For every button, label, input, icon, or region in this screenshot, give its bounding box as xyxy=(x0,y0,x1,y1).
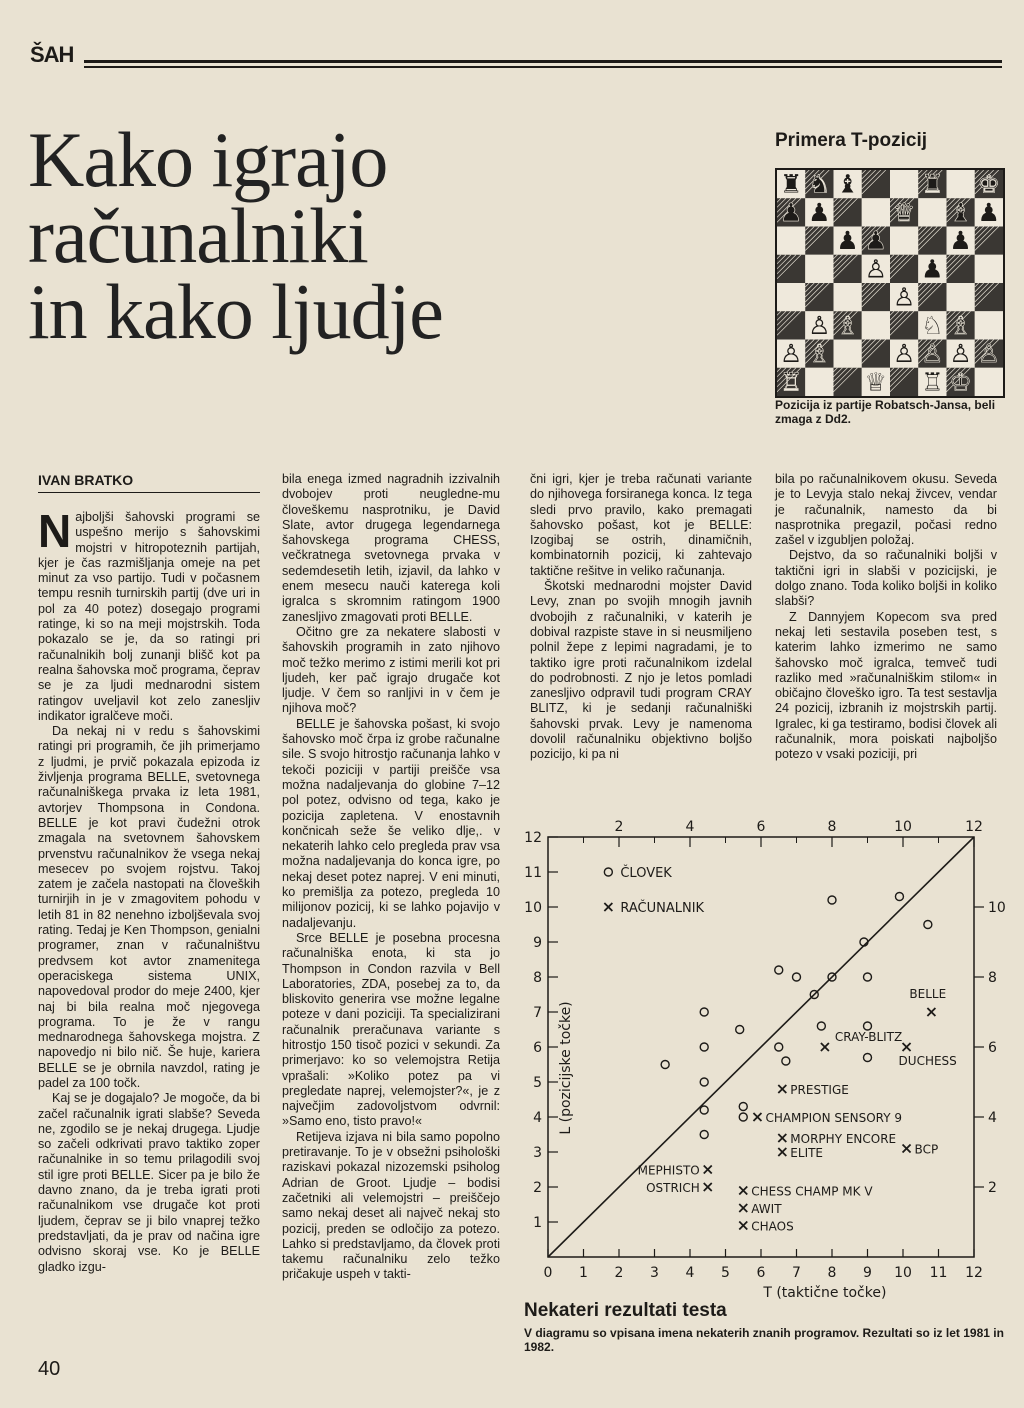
human-point xyxy=(864,973,872,981)
paragraph: bila po računalnikovem okusu. Seveda je to Levyja stalo nekaj živcev, vendar je računalnik, namesto da bi nasprotnika pregazil, počasi redno zašel v izgubljen položaj. xyxy=(775,472,997,548)
chess-piece: ♟ xyxy=(921,254,944,284)
y-tick-label: 10 xyxy=(524,900,542,916)
human-point xyxy=(700,1106,708,1114)
chess-piece: ♟ xyxy=(977,197,1001,227)
board-square xyxy=(975,255,1003,283)
program-point xyxy=(739,1187,747,1195)
chess-piece: ♙ xyxy=(779,339,803,369)
chart-title: Nekateri rezultati testa xyxy=(524,1300,727,1321)
x-tick-label: 0 xyxy=(543,1265,553,1281)
program-point xyxy=(903,1145,911,1153)
chess-piece: ♛ xyxy=(892,197,916,227)
board-square xyxy=(890,255,918,283)
x-tick-label: 7 xyxy=(792,1265,801,1281)
text-column-1 xyxy=(38,505,260,1275)
chess-piece: ♗ xyxy=(808,339,831,369)
program-point xyxy=(739,1222,747,1230)
x-tick-label: 8 xyxy=(827,1265,837,1281)
x-tick-label: 12 xyxy=(965,1265,983,1281)
chess-piece: ♗ xyxy=(949,310,972,340)
board-square xyxy=(805,368,833,396)
title-line-1: Kako igrajo xyxy=(28,116,388,203)
paragraph: BELLE je šahovska pošast, ki svojo šahovsko moč črpa iz grobe računalne sile. S svojo hitrostjo računanja lahko v tekoči poziciji v partiji preišče vsa možna nadaljevanja do globine 7–12 pol potez, odvisno od tega, kako je pozicija zapletena. V enostavnih končnicah seže še veliko dlje,. v nekaterih lahko celo pregleda prav vsa možna nadaljevanja do konca igre, po nekaj deset potez naprej. V eni minuti, ko premišlja za potezo, pregleda 10 milijonov pozicij, ki se lahko pojavijo v nadaljevanju. xyxy=(282,716,500,930)
title-line-2: računalniki xyxy=(28,192,368,279)
board-square xyxy=(890,170,918,198)
text-column-3 xyxy=(530,472,752,763)
program-label: MORPHY ENCORE xyxy=(790,1132,897,1146)
paragraph: Očitno gre za nekatere slabosti v šahovskih programih in zato njihovo moč težko merimo z istimi merili kot pri ljudeh, ker pač igrajo drugače kot ljudje. V čem so ranljivi in v čem je njihova moč? xyxy=(282,624,500,716)
board-square xyxy=(975,283,1003,311)
chess-piece: ♖ xyxy=(779,367,803,396)
program-label: CHESS CHAMP MK V xyxy=(751,1184,873,1199)
board-square xyxy=(834,283,862,311)
y-tick-label: 5 xyxy=(533,1075,542,1091)
program-label: OSTRICH xyxy=(646,1181,700,1195)
chart-caption: V diagramu so vpisana imena nekaterih znanih programov. Rezultati so iz let 1981 in 1982. xyxy=(524,1326,1004,1354)
chess-piece: ♝ xyxy=(836,170,859,199)
chess-piece: ♙ xyxy=(921,339,944,369)
human-point xyxy=(793,973,801,981)
human-point xyxy=(895,893,903,901)
chess-piece: ♙ xyxy=(949,339,972,369)
human-point xyxy=(775,966,783,974)
paragraph: Da nekaj ni v redu s šahovskimi ratingi pri programih, če jih primerjamo z ljudmi, je prvič pokazala epizoda iz življenja programa BELLE, svetovnega računalniškega prvaka iz leta 1981, avtorjev Thompsona in Condona. BELLE je kot pravi čudežni otrok zmagala na svetovnem šahovskem prvenstvu računalnikov že vsega nekaj mesecev po svojem rojstvu. Takoj zatem je začela nastopati na človeških turnirjih in je v zmagovitem pohodu v letih 81 in 82 nenehno izboljševala svoj rating. Tedaj je Ken Thompson, genialni programer, znan v računalništvu predvsem kot avtor znamenitega operaciskega sistema UNIX, napovedoval prodor do meje 2400, kjer naj bi bila realna moč njegovega programa. To je že v rangu mednarodnega šahovskega mojstra. Z napovedjo ni bilo nič. Še huje, kariera BELLE se je obrnila navzdol, rating je padel za 100 točk. xyxy=(38,724,260,1090)
chess-piece: ♟ xyxy=(808,197,831,227)
legend-human-marker xyxy=(604,868,612,876)
chess-piece: ♗ xyxy=(836,310,859,340)
program-label: CHAMPION SENSORY 9 xyxy=(765,1111,903,1125)
board-square xyxy=(805,255,833,283)
chess-piece: ♟ xyxy=(779,197,803,227)
board-square xyxy=(947,283,975,311)
chess-piece: ♔ xyxy=(949,367,972,396)
human-point xyxy=(700,1008,708,1016)
human-point xyxy=(864,1022,872,1030)
human-point xyxy=(817,1022,825,1030)
y-tick-label: 2 xyxy=(533,1180,542,1196)
board-square xyxy=(975,368,1003,396)
board-square xyxy=(918,198,946,226)
x-tick-label: 11 xyxy=(929,1265,948,1281)
program-label: AWIT xyxy=(751,1202,782,1216)
article-title xyxy=(28,116,548,355)
x-top-tick-label: 2 xyxy=(614,819,624,835)
x-top-tick-label: 6 xyxy=(756,819,766,835)
board-square xyxy=(918,227,946,255)
chess-piece: ♙ xyxy=(892,282,916,312)
program-label: BCP xyxy=(914,1142,939,1157)
x-tick-label: 3 xyxy=(650,1265,659,1281)
x-tick-label: 2 xyxy=(614,1265,624,1281)
board-square xyxy=(862,340,890,368)
program-label: CHAOS xyxy=(751,1219,794,1234)
board-square xyxy=(947,170,975,198)
paragraph: Škotski mednarodni mojster David Levy, znan po svojih mnogih javnih dvobojih z računalniki, v katerih je dobival razpiste stave in si neusmiljeno polnil žepe z lepimi nagradami, je to taktiko igre proti računalnikom izdelal do podrobnosti. Z njo je letos pomladi zanesljivo odpravil tudi program CRAY BLITZ, ki je sedanji računalniški šahovski prvak. Levy je namenoma dovolil računalniku objektivno boljšo pozicijo, ki pa ni xyxy=(530,579,752,762)
paragraph: Dejstvo, da so računalniki boljši v taktični igri in slabši v pozicijski, je dolgo znano. Toda koliko boljši in koliko slabši? xyxy=(775,548,997,609)
legend-program-marker xyxy=(604,903,612,911)
board-square xyxy=(862,283,890,311)
program-label: BELLE xyxy=(909,987,947,1001)
chess-piece: ♟ xyxy=(836,226,859,256)
board-square xyxy=(777,311,805,339)
paragraph: Retijeva izjava ni bila samo popolno pretiravanje. To je v obsežni psihološki raziskavi pokazal nizozemski psiholog Adrian de Groot. Ljudje – bodisi začetniki ali velemojstri – preiščejo samo nekaj deset ali največ nekaj sto pozicij, preden se odločijo za potezo. Lahko si predstavljamo, da človek proti takemu računalniku zelo težko pričakuje uspeh v takti- xyxy=(282,1129,500,1282)
y-tick-label: 4 xyxy=(533,1110,542,1126)
chess-piece: ♝ xyxy=(949,197,972,227)
y-tick-label: 1 xyxy=(533,1215,542,1231)
chess-piece: ♘ xyxy=(921,310,944,340)
board-square xyxy=(805,227,833,255)
board-square xyxy=(975,227,1003,255)
chess-board xyxy=(775,168,1005,398)
human-point xyxy=(700,1043,708,1051)
program-point xyxy=(753,1113,761,1121)
position-box-title: Primera T-pozicij xyxy=(775,130,928,151)
program-label: ELITE xyxy=(790,1146,824,1160)
drop-cap: N xyxy=(38,505,72,557)
header-rule xyxy=(84,60,1002,63)
position-caption: Pozicija iz partije Robatsch-Jansa, beli zmaga z Dd2. xyxy=(775,398,996,426)
program-point xyxy=(821,1043,829,1051)
board-square xyxy=(777,283,805,311)
human-point xyxy=(739,1113,747,1121)
board-square xyxy=(975,311,1003,339)
text-column-4 xyxy=(775,472,997,763)
y-right-tick-label: 4 xyxy=(988,1110,997,1126)
board-square xyxy=(890,227,918,255)
y-right-tick-label: 10 xyxy=(988,900,1006,916)
y-right-tick-label: 2 xyxy=(988,1180,997,1196)
program-point xyxy=(704,1166,712,1174)
program-label: DUCHESS xyxy=(898,1054,957,1068)
chess-piece: ♙ xyxy=(892,339,916,369)
chess-piece: ♖ xyxy=(921,367,944,396)
x-tick-label: 4 xyxy=(685,1265,695,1281)
board-square xyxy=(890,311,918,339)
paragraph: Srce BELLE je posebna procesna računalniška enota, ki sta jo Thompson in Condon razvila v Bell Laboratories, ZDA, posebej za to, da bliskovito generira vse možne legalne poteze v dani poziciji. Ta specializirani računalnik preračunava variante s hitrostjo 150 tisoč pozici v sekundi. Za primerjavo: ko so velemojstra Retija vprašali: »Koliko potez pa vi pregledate naprej, velemojster?«, je z največjim zadovoljstvom odvrnil: »Samo eno, tisto pravo!« xyxy=(282,930,500,1129)
board-square xyxy=(834,255,862,283)
chess-piece: ♟ xyxy=(949,226,972,256)
paragraph: Kaj se je dogajalo? Je mogoče, da bi začel računalnik igrati slabše? Seveda ne, zgodilo se je nekaj drugega. Ljudje so začeli odkrivati pravo taktiko zoper računalnike in so temu prilagodili svoj stil igre proti BELLE. Sicer pa je bilo že davno znano, da je treba igrati proti računalnikom vse drugače kot proti ljudem, čeprav se ji bilo vnaprej težko predstavljati, da je prav od načina igre odvisno skoraj vse. Ko je BELLE gladko izgu- xyxy=(38,1091,260,1274)
program-point xyxy=(739,1204,747,1212)
header-rule-thin xyxy=(84,66,1002,68)
board-square xyxy=(777,227,805,255)
human-point xyxy=(828,896,836,904)
x-tick-label: 1 xyxy=(579,1265,588,1281)
text-column-2 xyxy=(282,472,500,1283)
page-number: 40 xyxy=(38,1358,61,1380)
legend-human-label: ČLOVEK xyxy=(620,866,672,881)
x-top-tick-label: 10 xyxy=(894,819,912,835)
y-tick-label: 8 xyxy=(533,970,542,986)
human-point xyxy=(739,1103,747,1111)
paragraph-text: ajboljši šahovski programi se uspešno merijo s šahovskimi mojstri v hitropoteznih partijah, kjer je čas razmišljanja omeje na pet minut za vso partijo. Tudi v počasnem tempu resnih turnirskih partij (dve uri in pol za 40 potez) dosegajo programi ratinge, ki so na meji mojstrskih. Toda pokazalo se je, da so ratingi pri računalnikih bolj zunanji blišč kot pa realna šahovska moč programa, čeprav se je za ljudi mednarodni sistem ratingov uveljavil kot zelo zanesljiv indikator igralčeve moči. xyxy=(38,510,260,723)
program-point xyxy=(778,1085,786,1093)
program-point xyxy=(927,1008,935,1016)
human-point xyxy=(661,1061,669,1069)
title-line-3: in kako ljudje xyxy=(28,268,443,355)
board-square xyxy=(805,283,833,311)
chess-piece: ♙ xyxy=(864,254,888,284)
chess-piece: ♕ xyxy=(864,367,888,396)
y-tick-label: 3 xyxy=(533,1145,542,1161)
board-square xyxy=(834,368,862,396)
human-point xyxy=(700,1131,708,1139)
board-square xyxy=(834,198,862,226)
board-square xyxy=(777,255,805,283)
chess-piece: ♜ xyxy=(921,170,944,199)
human-point xyxy=(775,1043,783,1051)
board-square xyxy=(862,198,890,226)
board-square xyxy=(890,368,918,396)
program-label: PRESTIGE xyxy=(790,1083,849,1097)
chess-piece: ♙ xyxy=(808,310,831,340)
x-top-tick-label: 12 xyxy=(965,819,983,835)
x-tick-label: 9 xyxy=(863,1265,872,1281)
y-tick-label: 6 xyxy=(533,1040,542,1056)
board-square xyxy=(947,255,975,283)
chess-piece: ♙ xyxy=(977,339,1001,369)
board-square xyxy=(862,170,890,198)
y-tick-label: 11 xyxy=(524,865,542,881)
author-name: IVAN BRATKO xyxy=(38,472,134,488)
human-point xyxy=(736,1026,744,1034)
human-point xyxy=(924,921,932,929)
x-top-tick-label: 8 xyxy=(827,819,837,835)
chess-board-diagram xyxy=(777,170,1003,396)
y-right-tick-label: 8 xyxy=(988,970,997,986)
results-chart xyxy=(522,812,1008,1302)
y-right-tick-label: 6 xyxy=(988,1040,997,1056)
chess-piece: ♚ xyxy=(977,170,1001,199)
human-point xyxy=(700,1078,708,1086)
program-point xyxy=(778,1134,786,1142)
y-tick-label: 7 xyxy=(533,1005,542,1021)
paragraph: bila enega izmed nagradnih izzivalnih dvobojev proti neugledne-mu človeškemu nasprotniku, je David Slate, avtor drugega legendarnega šahovskega programa CHESS, večkratnega svetovnega prvaka v sedemdesetih letih, izjavil, da lahko v enem mesecu nauči katerega koli igralca s skromnim ratingom 1900 zanesljivo zmagovati proti BELLE. xyxy=(282,472,500,624)
y-tick-label: 9 xyxy=(533,935,542,951)
x-top-tick-label: 4 xyxy=(685,819,695,835)
board-square xyxy=(918,283,946,311)
program-label: MEPHISTO xyxy=(637,1163,700,1178)
program-point xyxy=(903,1043,911,1051)
x-axis-label: T (taktične točke) xyxy=(763,1285,887,1301)
program-label: CRAY-BLITZ xyxy=(834,1030,903,1044)
program-point xyxy=(778,1148,786,1156)
paragraph: čni igri, kjer je treba računati variante do njihovega forsiranega konca. Iz tega sledi prvo pravilo, kako premagati šahovsko pošast, kot je BELLE: Izogibaj se ostrih, dinamičnih, kombinatornih pozicij, ki zahtevajo taktične rešitve in veliko računanja. xyxy=(530,472,752,578)
x-tick-label: 5 xyxy=(721,1265,730,1281)
chess-piece: ♜ xyxy=(779,170,803,199)
paragraph xyxy=(38,505,260,724)
program-point xyxy=(704,1183,712,1191)
legend-program-label: RAČUNALNIK xyxy=(620,901,705,916)
board-square xyxy=(862,311,890,339)
chess-piece: ♟ xyxy=(864,226,888,256)
x-tick-label: 10 xyxy=(894,1265,912,1281)
author-rule xyxy=(38,492,260,493)
chess-piece: ♞ xyxy=(808,170,831,199)
x-tick-label: 6 xyxy=(756,1265,766,1281)
results-scatter-plot xyxy=(522,812,1008,1302)
y-tick-label: 12 xyxy=(524,830,542,846)
human-point xyxy=(782,1057,790,1065)
paragraph: Z Dannyjem Kopecom sva pred nekaj leti sestavila poseben test, s katerim lahko izmerimo ne samo šahovsko moč igralca, temveč tudi razliko med »računalniškim stilom« in običajno človeško igro. Ta test sestavlja 24 pozicij, izbranih iz mojstrskih partij. Igralec, ki ga testiramo, bodisi človek ali računalnik, mora poiskati najboljšo potezo v vsaki poziciji, pri xyxy=(775,609,997,762)
y-axis-label: L (pozicijske točke) xyxy=(558,1001,574,1135)
board-square xyxy=(834,340,862,368)
section-label: ŠAH xyxy=(30,42,74,67)
human-point xyxy=(864,1054,872,1062)
